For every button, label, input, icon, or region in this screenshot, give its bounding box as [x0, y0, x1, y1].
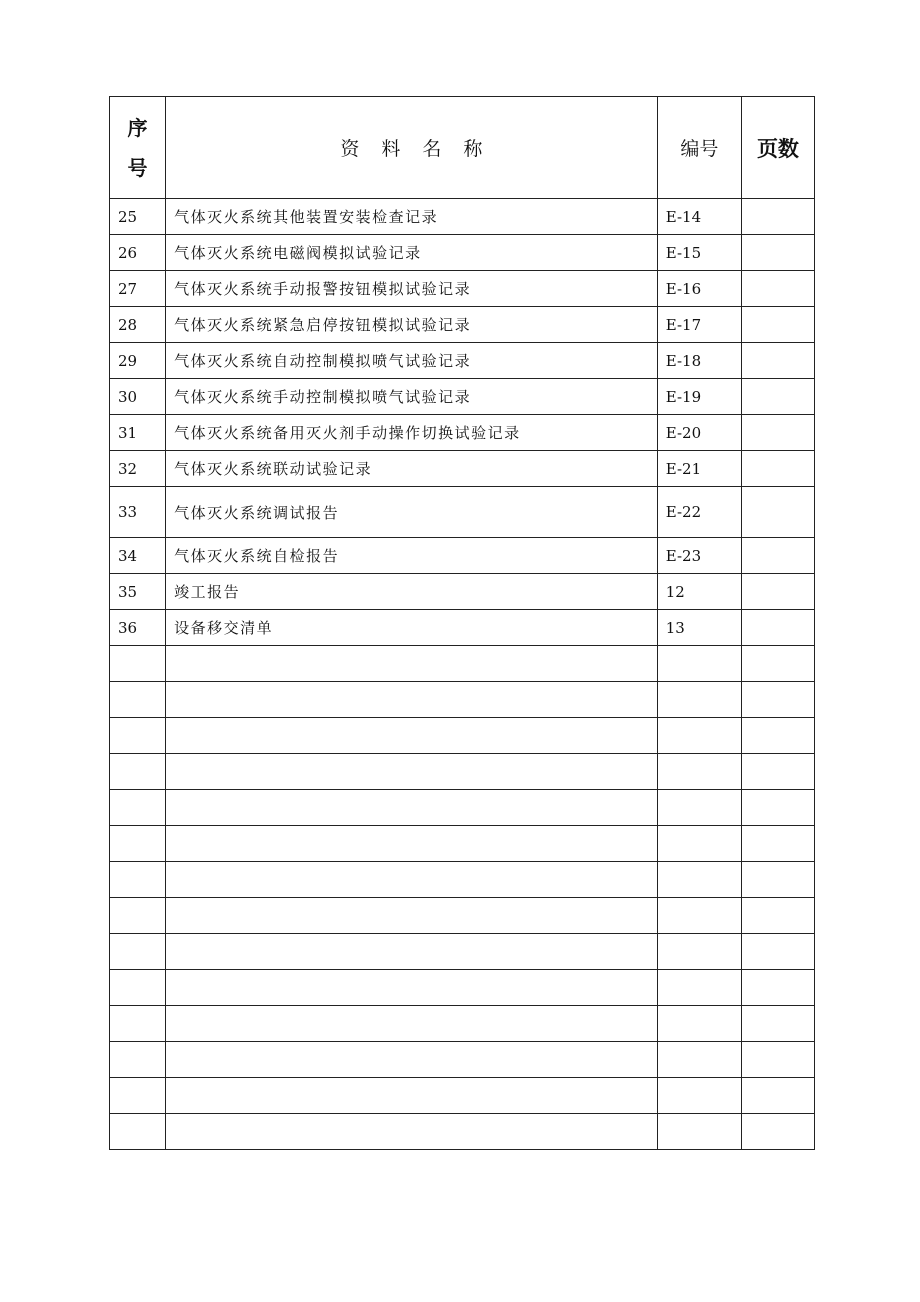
row-name: 气体灭火系统手动控制模拟喷气试验记录: [166, 379, 658, 415]
row-seq: 34: [110, 538, 166, 574]
empty-cell: [166, 1042, 658, 1078]
empty-cell: [166, 1078, 658, 1114]
row-code: 12: [657, 574, 741, 610]
empty-table-row: [110, 646, 815, 682]
empty-cell: [110, 826, 166, 862]
row-seq: 26: [110, 235, 166, 271]
empty-cell: [657, 790, 741, 826]
empty-cell: [110, 862, 166, 898]
row-code: E-16: [657, 271, 741, 307]
empty-cell: [110, 682, 166, 718]
empty-table-row: [110, 790, 815, 826]
row-name: 气体灭火系统其他装置安装检查记录: [166, 199, 658, 235]
row-name: 气体灭火系统调试报告: [166, 487, 658, 538]
table-row: [110, 487, 815, 538]
row-seq: 35: [110, 574, 166, 610]
empty-cell: [166, 826, 658, 862]
empty-cell: [657, 1042, 741, 1078]
empty-table-row: [110, 1078, 815, 1114]
empty-table-row: [110, 754, 815, 790]
row-name: 气体灭火系统联动试验记录: [166, 451, 658, 487]
table-row: [110, 307, 815, 343]
header-seq-line2: 号: [127, 155, 148, 180]
empty-cell: [166, 934, 658, 970]
empty-cell: [110, 1078, 166, 1114]
document-index-table: [109, 96, 815, 1150]
header-name: 资料名称: [166, 97, 658, 199]
row-pages: [741, 199, 814, 235]
empty-cell: [166, 862, 658, 898]
row-code: E-23: [657, 538, 741, 574]
empty-cell: [166, 754, 658, 790]
empty-table-row: [110, 1042, 815, 1078]
empty-cell: [110, 934, 166, 970]
row-seq: 29: [110, 343, 166, 379]
table-row: [110, 379, 815, 415]
header-pages: 页数: [741, 97, 814, 199]
row-seq: 32: [110, 451, 166, 487]
row-code: E-14: [657, 199, 741, 235]
row-code: E-18: [657, 343, 741, 379]
row-seq: 33: [110, 487, 166, 538]
row-seq: 25: [110, 199, 166, 235]
empty-cell: [657, 682, 741, 718]
empty-cell: [657, 862, 741, 898]
empty-table-row: [110, 898, 815, 934]
row-name: 气体灭火系统紧急启停按钮模拟试验记录: [166, 307, 658, 343]
empty-cell: [110, 646, 166, 682]
empty-table-row: [110, 970, 815, 1006]
empty-cell: [741, 826, 814, 862]
row-pages: [741, 343, 814, 379]
empty-cell: [166, 646, 658, 682]
row-pages: [741, 307, 814, 343]
empty-cell: [657, 718, 741, 754]
empty-cell: [166, 1114, 658, 1150]
row-seq: 31: [110, 415, 166, 451]
row-name: 气体灭火系统电磁阀模拟试验记录: [166, 235, 658, 271]
empty-cell: [741, 970, 814, 1006]
empty-table-row: [110, 826, 815, 862]
empty-cell: [657, 646, 741, 682]
row-name: 竣工报告: [166, 574, 658, 610]
empty-table-row: [110, 1114, 815, 1150]
row-code: E-20: [657, 415, 741, 451]
row-name: 气体灭火系统备用灭火剂手动操作切换试验记录: [166, 415, 658, 451]
row-code: E-15: [657, 235, 741, 271]
table-row: [110, 574, 815, 610]
empty-cell: [657, 1114, 741, 1150]
row-pages: [741, 379, 814, 415]
empty-cell: [166, 1006, 658, 1042]
empty-cell: [741, 1078, 814, 1114]
empty-cell: [110, 754, 166, 790]
table-row: [110, 235, 815, 271]
row-pages: [741, 574, 814, 610]
empty-table-row: [110, 718, 815, 754]
row-pages: [741, 487, 814, 538]
table-row: [110, 271, 815, 307]
table-row: [110, 199, 815, 235]
empty-table-row: [110, 682, 815, 718]
row-pages: [741, 610, 814, 646]
empty-cell: [741, 754, 814, 790]
empty-table-row: [110, 1006, 815, 1042]
row-code: 13: [657, 610, 741, 646]
table-row: [110, 415, 815, 451]
table-row: [110, 451, 815, 487]
empty-cell: [110, 1006, 166, 1042]
empty-cell: [166, 790, 658, 826]
empty-cell: [657, 898, 741, 934]
empty-cell: [741, 718, 814, 754]
row-name: 气体灭火系统自检报告: [166, 538, 658, 574]
empty-cell: [110, 970, 166, 1006]
table-row: [110, 610, 815, 646]
empty-cell: [166, 718, 658, 754]
empty-cell: [657, 754, 741, 790]
row-pages: [741, 538, 814, 574]
empty-table-row: [110, 862, 815, 898]
table-header-row: [110, 97, 815, 199]
empty-cell: [741, 898, 814, 934]
empty-cell: [657, 1078, 741, 1114]
empty-cell: [741, 1042, 814, 1078]
empty-cell: [741, 790, 814, 826]
row-pages: [741, 415, 814, 451]
empty-cell: [741, 862, 814, 898]
row-seq: 27: [110, 271, 166, 307]
row-code: E-19: [657, 379, 741, 415]
row-name: 气体灭火系统手动报警按钮模拟试验记录: [166, 271, 658, 307]
header-seq: [110, 97, 166, 199]
table-row: [110, 343, 815, 379]
empty-cell: [657, 826, 741, 862]
row-pages: [741, 271, 814, 307]
row-name: 设备移交清单: [166, 610, 658, 646]
empty-cell: [166, 898, 658, 934]
empty-cell: [741, 646, 814, 682]
row-seq: 28: [110, 307, 166, 343]
row-code: E-21: [657, 451, 741, 487]
empty-cell: [110, 1042, 166, 1078]
empty-cell: [657, 970, 741, 1006]
header-code: 编号: [657, 97, 741, 199]
empty-cell: [166, 970, 658, 1006]
row-name: 气体灭火系统自动控制模拟喷气试验记录: [166, 343, 658, 379]
empty-cell: [741, 1114, 814, 1150]
empty-table-row: [110, 934, 815, 970]
row-code: E-22: [657, 487, 741, 538]
row-pages: [741, 451, 814, 487]
empty-cell: [741, 1006, 814, 1042]
header-seq-line1: 序: [127, 115, 148, 140]
empty-cell: [110, 718, 166, 754]
empty-cell: [657, 934, 741, 970]
row-seq: 30: [110, 379, 166, 415]
empty-cell: [741, 682, 814, 718]
row-seq: 36: [110, 610, 166, 646]
empty-cell: [110, 1114, 166, 1150]
empty-cell: [110, 790, 166, 826]
empty-cell: [166, 682, 658, 718]
table-row: [110, 538, 815, 574]
empty-cell: [657, 1006, 741, 1042]
empty-cell: [110, 898, 166, 934]
row-pages: [741, 235, 814, 271]
empty-cell: [741, 934, 814, 970]
row-code: E-17: [657, 307, 741, 343]
